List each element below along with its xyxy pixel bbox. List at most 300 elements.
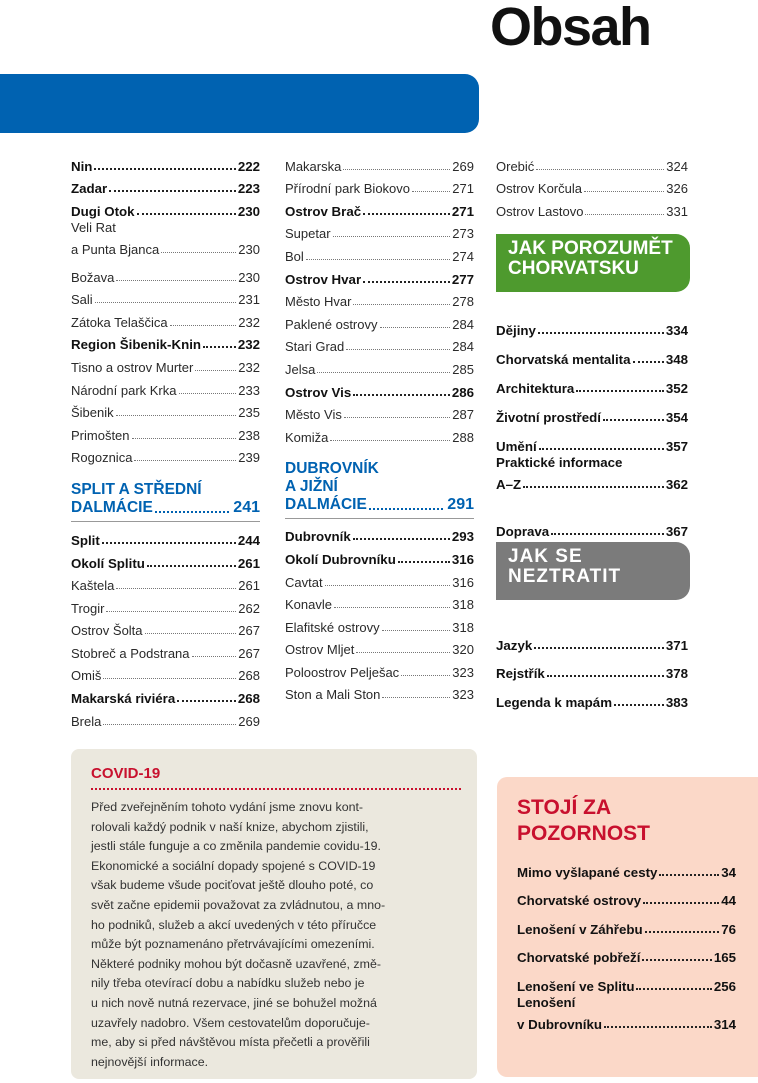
toc-entry-label: Stobreč a Podstrana — [71, 645, 190, 661]
covid-text-line: jestli stále funguje a co změnila pandemie covidu-19. — [91, 839, 381, 854]
toc-list — [496, 624, 688, 710]
toc-list — [285, 522, 474, 703]
toc-entry-label: Architektura — [496, 381, 575, 396]
toc-entry-label: Ostrov Korčula — [496, 181, 582, 197]
toc-entry[interactable] — [71, 285, 260, 308]
toc-entry-label: Kaštela — [71, 578, 115, 594]
toc-entry[interactable] — [71, 219, 260, 262]
toc-entry-label: Split — [71, 532, 100, 548]
section-heading-line: A JIŽNÍ — [285, 477, 338, 495]
toc-entry[interactable] — [285, 264, 474, 287]
toc-list — [517, 851, 736, 1049]
page-number: 362 — [665, 477, 688, 492]
toc-list — [71, 151, 260, 465]
toc-entry[interactable] — [496, 174, 688, 197]
toc-entry[interactable] — [496, 425, 688, 454]
toc-entry[interactable] — [496, 196, 688, 219]
toc-entry[interactable] — [71, 525, 260, 548]
page-number: 293 — [451, 529, 474, 545]
page-number: 324 — [666, 158, 688, 174]
toc-entry[interactable] — [71, 661, 260, 684]
toc-entry-label: Božava — [71, 269, 115, 285]
toc-entry[interactable] — [496, 653, 688, 682]
page-number: 334 — [665, 323, 688, 338]
toc-column-3b — [496, 309, 688, 539]
leader-dots — [585, 213, 664, 215]
toc-entry-label: Sali — [71, 292, 93, 308]
toc-entry-label: Rejstřík — [496, 666, 545, 681]
page-number: 383 — [665, 694, 688, 710]
leader-dots — [636, 987, 711, 990]
toc-entry[interactable] — [71, 151, 260, 174]
section-heading-line: DUBROVNÍK — [285, 459, 379, 477]
toc-entry-label: Praktické informace — [496, 455, 623, 470]
leader-dots — [170, 324, 237, 326]
leader-dots — [584, 190, 664, 192]
toc-list — [285, 151, 474, 445]
toc-entry[interactable] — [285, 309, 474, 332]
toc-entry[interactable] — [285, 196, 474, 219]
highlights-title: STOJÍ ZA — [517, 796, 612, 819]
toc-entry[interactable] — [517, 880, 736, 909]
toc-list — [496, 151, 688, 219]
toc-entry-label: Ostrov Brač — [285, 203, 362, 219]
page-number: 267 — [238, 623, 260, 639]
covid-text-line: uzavřely nadobro. Všem cestovatelům doporučuje- — [91, 1015, 370, 1030]
page-number: 76 — [721, 921, 736, 937]
toc-entry[interactable] — [285, 657, 474, 680]
toc-entry[interactable] — [285, 241, 474, 264]
leader-dots — [334, 606, 450, 608]
leader-dots — [380, 326, 451, 328]
toc-entry[interactable] — [496, 681, 688, 710]
toc-entry[interactable] — [285, 151, 474, 174]
toc-entry-label: Šibenik — [71, 405, 114, 421]
section-heading-line: SPLIT A STŘEDNÍ — [71, 481, 202, 499]
page-number: 354 — [665, 410, 688, 425]
page-number: 232 — [238, 314, 260, 330]
page-number: 371 — [665, 637, 688, 653]
leader-dots — [94, 167, 235, 170]
toc-entry-label: Nin — [71, 158, 93, 174]
toc-entry-label: Komiža — [285, 429, 329, 445]
leader-dots — [346, 348, 450, 350]
toc-entry[interactable] — [71, 638, 260, 661]
page-number: 223 — [237, 181, 260, 197]
leader-dots — [192, 655, 237, 657]
page-number: 278 — [452, 294, 474, 310]
toc-entry-label: Stari Grad — [285, 339, 345, 355]
toc-entry-label: Město Hvar — [285, 294, 352, 310]
leader-dots — [317, 371, 450, 373]
leader-dots — [103, 723, 236, 725]
toc-entry-label: Primošten — [71, 427, 130, 443]
toc-entry-label: Lenošení ve Splitu — [517, 978, 635, 994]
leader-dots — [536, 168, 664, 170]
page-number: 274 — [452, 248, 474, 264]
toc-entry-label: Ostrov Hvar — [285, 271, 362, 287]
page-number: 287 — [452, 407, 474, 423]
covid-text-line: nily třeba otevírací dobu a nabídku služeb nebo je — [91, 976, 365, 991]
page-number: 291 — [447, 495, 474, 513]
toc-entry[interactable] — [285, 522, 474, 545]
covid-text-line: me, aby si před návštěvou místa přečetli a prověřili — [91, 1035, 370, 1050]
toc-entry[interactable] — [285, 377, 474, 400]
highlights-title: POZORNOST — [517, 822, 651, 845]
leader-dots — [659, 873, 719, 876]
toc-entry-line — [496, 472, 688, 492]
toc-entry[interactable] — [285, 567, 474, 590]
leader-dots — [106, 610, 236, 612]
covid-text-line: Ekonomické a sociální dopady spojené s COVID-19 — [91, 858, 376, 873]
toc-entry[interactable] — [285, 287, 474, 310]
leader-dots — [401, 674, 450, 676]
leader-dots — [604, 1025, 712, 1028]
leader-dots — [134, 459, 236, 461]
toc-entry-label: Životní prostředí — [496, 410, 601, 425]
toc-entry-label: Orebić — [496, 158, 535, 174]
page-number: 318 — [452, 619, 474, 635]
leader-dots — [353, 303, 450, 305]
page-number: 284 — [452, 316, 474, 332]
toc-entry-label: Cavtat — [285, 574, 323, 590]
page-number: 44 — [721, 893, 736, 908]
toc-entry-label: Dubrovník — [285, 529, 351, 545]
pill-line: NEZTRATIT — [508, 566, 622, 587]
page-number: 268 — [237, 691, 260, 707]
leader-dots — [116, 279, 236, 281]
page-number: 357 — [665, 439, 688, 454]
toc-entry-label: v Dubrovníku — [517, 1016, 602, 1032]
leader-dots — [382, 629, 451, 631]
toc-entry[interactable] — [285, 332, 474, 355]
page-number: 352 — [665, 381, 688, 396]
toc-entry-label: Region Šibenik-Knin — [71, 337, 202, 353]
page-number: 273 — [452, 226, 474, 242]
page-number: 331 — [666, 203, 688, 219]
toc-entry[interactable] — [71, 330, 260, 353]
page-number: 241 — [233, 499, 260, 517]
toc-entry[interactable] — [71, 616, 260, 639]
leader-dots — [538, 331, 664, 334]
leader-dots — [102, 541, 236, 544]
toc-entry[interactable] — [71, 683, 260, 706]
toc-entry-label: Chorvatská mentalita — [496, 352, 631, 367]
toc-entry[interactable] — [496, 367, 688, 396]
leader-dots — [177, 699, 236, 702]
toc-entry[interactable] — [285, 612, 474, 635]
toc-entry-label: Chorvatské ostrovy — [517, 893, 642, 908]
toc-entry-label: Město Vis — [285, 407, 342, 423]
leader-dots — [382, 696, 450, 698]
page-number: 269 — [452, 158, 474, 174]
covid-text-line: Před zveřejněním tohoto vydání jsme znovu kont- — [91, 800, 364, 814]
toc-entry[interactable] — [496, 309, 688, 338]
page-number: 326 — [666, 181, 688, 197]
leader-dots — [195, 369, 236, 371]
leader-dots — [333, 235, 451, 237]
leader-dots — [642, 958, 711, 961]
toc-entry-label: Okolí Dubrovníku — [285, 551, 396, 567]
covid-text — [91, 798, 461, 1072]
toc-entry[interactable] — [71, 307, 260, 330]
toc-entry-label: Zátoka Telaščica — [71, 314, 168, 330]
page-number: 323 — [452, 664, 474, 680]
toc-entry[interactable] — [285, 680, 474, 703]
toc-entry[interactable] — [71, 420, 260, 443]
page-number: 232 — [237, 337, 260, 353]
toc-entry[interactable] — [71, 375, 260, 398]
page-number: 285 — [452, 361, 474, 377]
leader-dots — [132, 437, 237, 439]
leader-dots — [353, 537, 450, 540]
page-number: 230 — [238, 241, 260, 257]
toc-entry[interactable] — [285, 635, 474, 658]
covid-info-box — [71, 749, 477, 1079]
toc-entry-label: Brela — [71, 713, 102, 729]
toc-column-3 — [496, 151, 688, 219]
page-number: 231 — [238, 292, 260, 308]
divider — [285, 518, 474, 519]
divider — [71, 521, 260, 522]
toc-entry[interactable] — [71, 174, 260, 197]
page-number: 314 — [713, 1016, 736, 1032]
page-number: 378 — [665, 666, 688, 681]
toc-entry[interactable] — [71, 706, 260, 729]
toc-list — [496, 309, 688, 539]
covid-text-line: u nich nově nutná rezervace, jiné se bohužel možná — [91, 995, 377, 1010]
toc-entry-label: Jelsa — [285, 361, 316, 377]
page-number: 267 — [238, 645, 260, 661]
covid-text-line: nejnovější informace. — [91, 1054, 209, 1069]
covid-text-line: však budeme všude pociťovat ještě dlouho poté, co — [91, 878, 374, 893]
toc-entry-line — [71, 237, 260, 257]
toc-entry-label: Makarská riviéra — [71, 691, 176, 707]
toc-entry[interactable] — [496, 151, 688, 174]
toc-entry-label: Bol — [285, 248, 304, 264]
covid-text-line: Některé podniky mohou být dočasně uzavřené, změ- — [91, 956, 381, 971]
leader-dots — [539, 447, 664, 450]
toc-entry-label: Konavle — [285, 597, 332, 613]
toc-entry-label: A–Z — [496, 477, 522, 492]
toc-entry[interactable] — [285, 174, 474, 197]
covid-text-line: rolovali každý podnik v naší knize, abychom zjistili, — [91, 819, 369, 834]
toc-entry[interactable] — [71, 593, 260, 616]
leader-dots — [633, 360, 664, 363]
toc-entry[interactable] — [517, 851, 736, 880]
toc-entry-label: Umění — [496, 439, 537, 454]
toc-entry-label: Ston a Mali Ston — [285, 687, 381, 703]
toc-entry-label: Veli Rat — [71, 219, 116, 235]
page-number: 269 — [238, 713, 260, 729]
toc-entry-label: Ostrov Šolta — [71, 623, 143, 639]
page-number: 256 — [713, 978, 736, 994]
leader-dots — [353, 393, 450, 396]
leader-dots — [576, 389, 663, 392]
toc-entry-label: Chorvatské pobřeží — [517, 950, 641, 965]
toc-entry[interactable] — [496, 454, 688, 510]
toc-entry[interactable] — [517, 965, 736, 994]
toc-list — [71, 525, 260, 728]
page-number: 268 — [238, 668, 260, 684]
page-number: 230 — [238, 269, 260, 285]
toc-column-1 — [71, 151, 260, 729]
toc-entry[interactable] — [285, 400, 474, 423]
toc-entry-label: Ostrov Lastovo — [496, 203, 584, 219]
toc-entry-label: Jazyk — [496, 637, 533, 653]
leader-dots — [330, 439, 450, 441]
toc-entry[interactable] — [71, 571, 260, 594]
covid-title: COVID-19 — [91, 765, 161, 782]
page-number: 244 — [237, 532, 260, 548]
covid-text-line: svět začne epidemii považovat za zvládnutou, a mno- — [91, 897, 386, 912]
page-number: 320 — [452, 642, 474, 658]
section-heading-split[interactable] — [71, 481, 260, 517]
page-number: 286 — [451, 384, 474, 400]
page-number: 316 — [452, 574, 474, 590]
toc-entry[interactable] — [285, 422, 474, 445]
leader-dots — [103, 677, 236, 679]
covid-text-line: ho podniků, služeb a akcí uvedených v této příručce — [91, 917, 377, 932]
leader-dots — [398, 560, 450, 563]
toc-entry[interactable] — [71, 262, 260, 285]
toc-entry[interactable] — [71, 352, 260, 375]
page-number: 288 — [452, 429, 474, 445]
page-number: 261 — [238, 578, 260, 594]
toc-entry[interactable] — [285, 354, 474, 377]
toc-entry-label: Trogir — [71, 600, 105, 616]
toc-entry-label: Paklené ostrovy — [285, 316, 378, 332]
toc-entry-label: Doprava — [496, 524, 550, 539]
page-number: 222 — [237, 158, 260, 174]
section-heading-line: DALMÁCIE — [285, 495, 367, 513]
toc-entry[interactable] — [517, 908, 736, 937]
leader-dots — [603, 418, 664, 421]
covid-text-line: může být poznamenáno přetrvávajícími omezeními. — [91, 937, 375, 952]
leader-dots — [343, 168, 450, 170]
toc-entry[interactable] — [71, 443, 260, 466]
toc-column-3c — [496, 624, 688, 710]
page-number: 271 — [452, 181, 474, 197]
page-number: 348 — [665, 352, 688, 367]
toc-entry-label: Ostrov Mljet — [285, 642, 355, 658]
page-number: 232 — [238, 359, 260, 375]
page-number: 233 — [238, 382, 260, 398]
page-number: 262 — [238, 600, 260, 616]
page-number: 367 — [665, 524, 688, 539]
toc-entry-label: Lenošení — [517, 994, 576, 1010]
page-number: 318 — [452, 597, 474, 613]
toc-entry[interactable] — [71, 398, 260, 421]
page-number: 230 — [237, 203, 260, 219]
leader-dots — [363, 280, 450, 283]
toc-entry[interactable] — [496, 396, 688, 425]
toc-entry-label: Dugi Otok — [71, 203, 135, 219]
leader-dots — [179, 392, 237, 394]
leader-dots — [116, 587, 236, 589]
toc-entry-label: Lenošení v Záhřebu — [517, 921, 643, 937]
leader-dots — [363, 212, 450, 215]
leader-dots — [534, 646, 664, 649]
toc-entry[interactable] — [496, 338, 688, 367]
toc-entry-label: Omiš — [71, 668, 102, 684]
page-number: 277 — [451, 271, 474, 287]
toc-entry-label: Legenda k mapám — [496, 694, 613, 710]
divider — [91, 788, 461, 790]
leader-dots — [306, 258, 451, 260]
page-number: 261 — [237, 555, 260, 571]
leader-dots — [116, 414, 237, 416]
toc-entry[interactable] — [71, 548, 260, 571]
leader-dots — [109, 189, 236, 192]
section-heading-dubrovnik[interactable] — [285, 460, 474, 514]
toc-entry-line — [517, 1012, 736, 1032]
page-number: 271 — [451, 203, 474, 219]
leader-dots — [325, 584, 451, 586]
toc-column-2 — [285, 151, 474, 702]
section-heading-line: DALMÁCIE — [71, 499, 153, 517]
leader-dots — [643, 901, 719, 904]
toc-entry-label: Okolí Splitu — [71, 555, 145, 571]
pill-line: CHORVATSKU — [508, 258, 639, 279]
page-number: 165 — [713, 950, 736, 965]
toc-entry[interactable] — [71, 196, 260, 219]
page-number: 34 — [721, 864, 736, 880]
page-number: 238 — [238, 427, 260, 443]
leader-dots — [547, 674, 664, 677]
toc-entry[interactable] — [285, 219, 474, 242]
leader-dots — [614, 703, 664, 706]
header-color-bar — [0, 74, 479, 133]
page-number: 239 — [238, 450, 260, 466]
toc-entry-label: Národní park Krka — [71, 382, 177, 398]
leader-dots — [412, 190, 450, 192]
pill-line: JAK POROZUMĚT — [508, 238, 673, 259]
toc-entry-label: Dějiny — [496, 323, 536, 338]
page-number: 235 — [238, 405, 260, 421]
pill-line: JAK SE — [508, 546, 583, 567]
leader-dots — [161, 251, 236, 253]
leader-dots — [344, 416, 450, 418]
leader-dots — [95, 301, 237, 303]
page-number: 284 — [452, 339, 474, 355]
leader-dots — [145, 632, 237, 634]
toc-entry-label: Poloostrov Pelješac — [285, 664, 400, 680]
toc-entry-label: Supetar — [285, 226, 331, 242]
toc-entry-label: a Punta Bjanca — [71, 241, 160, 257]
toc-entry[interactable] — [517, 994, 736, 1049]
toc-entry-label: Rogoznica — [71, 450, 133, 466]
leader-dots — [551, 532, 664, 535]
leader-dots — [203, 345, 236, 348]
toc-entry-label: Tisno a ostrov Murter — [71, 359, 194, 375]
leader-dots — [645, 930, 720, 933]
toc-entry-label: Makarska — [285, 158, 342, 174]
toc-entry[interactable] — [285, 590, 474, 613]
toc-entry-label: Zadar — [71, 181, 108, 197]
section-pill-jak-se-neztratit[interactable] — [496, 542, 690, 600]
section-pill-jak-porozumet[interactable] — [496, 234, 690, 292]
toc-entry-label: Elafitské ostrovy — [285, 619, 380, 635]
leader-dots — [147, 564, 236, 567]
page-number: 316 — [451, 551, 474, 567]
toc-entry[interactable] — [496, 624, 688, 653]
page-number: 323 — [452, 687, 474, 703]
toc-entry[interactable] — [285, 544, 474, 567]
toc-entry[interactable] — [517, 937, 736, 966]
toc-entry[interactable] — [496, 510, 688, 539]
toc-entry-label: Mimo vyšlapané cesty — [517, 864, 658, 880]
